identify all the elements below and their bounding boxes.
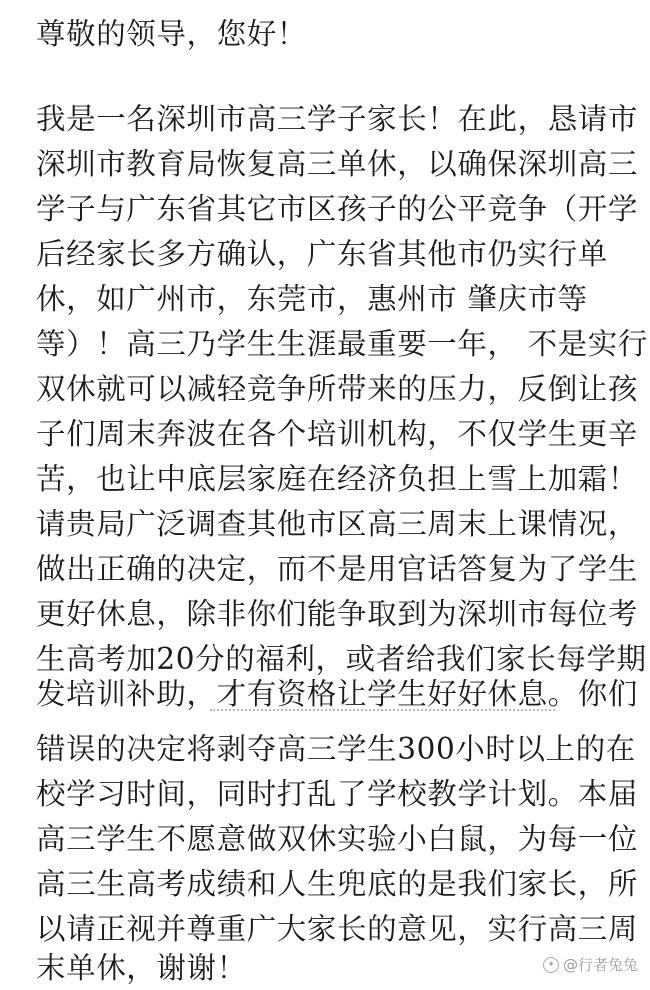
letter-line: 请贵局广泛调查其他市区高三周末上课情况， xyxy=(36,507,639,541)
letter-line: 子们周末奔波在各个培训机构，不仅学生更辛 xyxy=(36,417,639,451)
letter-line: 校学习时间，同时打乱了学校教学计划。本届 xyxy=(36,777,639,811)
letter-line: 末单休，谢谢！ xyxy=(36,951,247,985)
letter-line: 生高考加20分的福利，或者给我们家长每学期 xyxy=(36,642,647,676)
letter-line: 休，如广州市，东莞市，惠州市 肇庆市等 xyxy=(36,282,588,316)
letter-line: 高三学生不愿意做双休实验小白鼠，为每一位 xyxy=(36,822,639,856)
letter-line: 等）！高三乃学生生涯最重要一年， 不是实行 xyxy=(36,327,648,361)
letter-line: 以请正视并尊重广大家长的意见，实行高三周 xyxy=(36,912,639,946)
letter-line: 我是一名深圳市高三学子家长！在此，恳请市 xyxy=(36,102,639,136)
letter-line: 双休就可以减轻竞争所带来的压力，反倒让孩 xyxy=(36,372,639,406)
letter-line: 学子与广东省其它市区孩子的公平竞争（开学 xyxy=(36,192,639,226)
watermark xyxy=(543,954,638,975)
watermark-logo-icon: ✦ xyxy=(543,957,559,973)
letter-line: 更好休息，除非你们能争取到为深圳市每位考 xyxy=(36,597,639,631)
letter-line: 高三生高考成绩和人生兜底的是我们家长，所 xyxy=(36,867,639,901)
letter-line: 错误的决定将剥夺高三学生300小时以上的在 xyxy=(36,732,636,766)
letter-greeting: 尊敬的领导，您好！ xyxy=(36,17,307,51)
letter-line: 深圳市教育局恢复高三单休，以确保深圳高三 xyxy=(36,147,639,181)
dotted-underline xyxy=(210,705,555,711)
letter-line: 发培训补助，才有资格让学生好好休息。你们 xyxy=(36,677,639,711)
letter-line: 做出正确的决定，而不是用官话答复为了学生 xyxy=(36,552,639,586)
watermark-text: @行者兔兔 xyxy=(562,956,638,974)
letter-line: 苦，也让中底层家庭在经济负担上雪上加霜！ xyxy=(36,462,639,496)
letter-line: 后经家长多方确认，广东省其他市仍实行单 xyxy=(36,237,608,271)
